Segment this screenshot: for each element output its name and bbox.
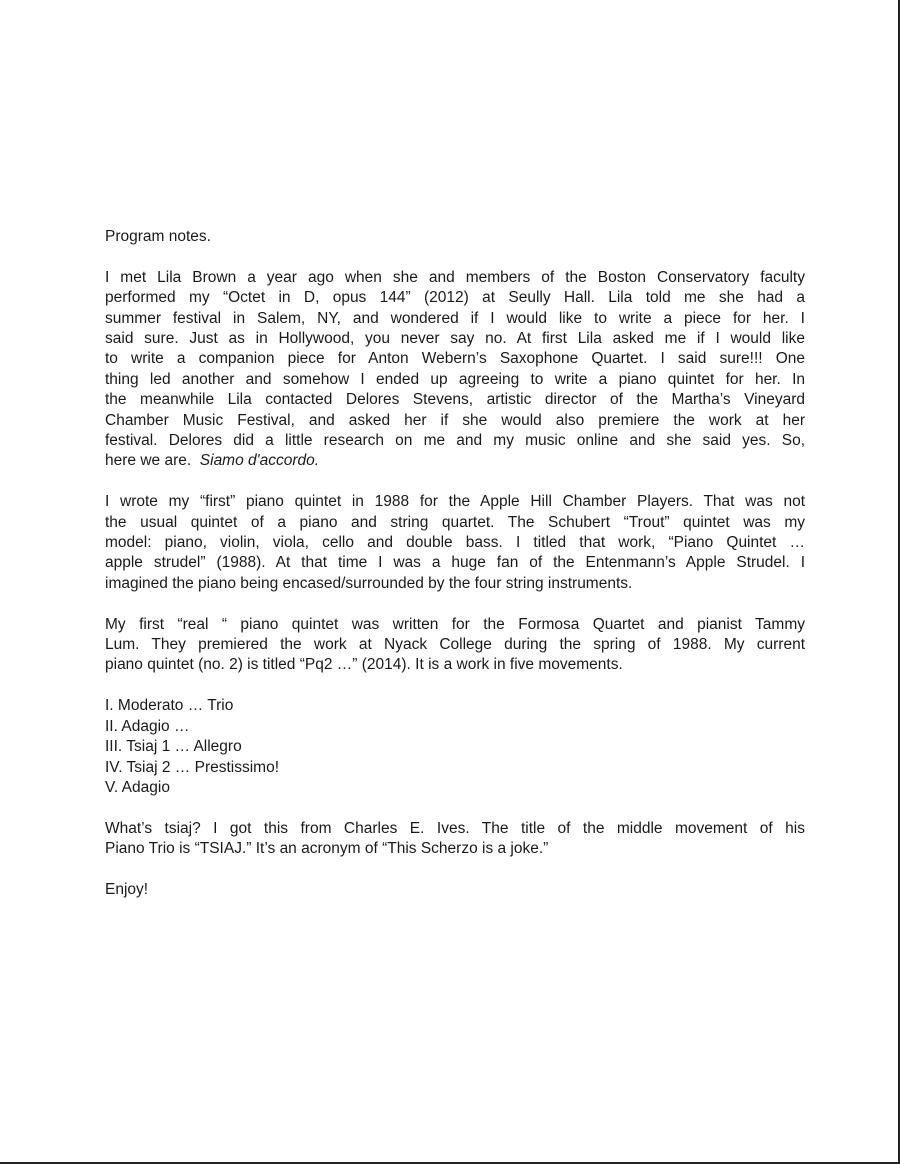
paragraph-line: Lum. They premiered the work at Nyack College during the spring of 1988. My current (105, 636, 805, 654)
paragraph-line: apple strudel” (1988). At that time I was a huge fan of the Entenmann’s Apple Strudel. I (105, 554, 805, 572)
closing-line (105, 880, 805, 900)
last-line-text: here we are. (105, 452, 200, 470)
paragraph-tsiaj (105, 819, 805, 860)
closing-text: Enjoy! (105, 880, 149, 898)
paragraph-line: What’s tsiaj? I got this from Charles E. Ives. The title of the middle movement of his (105, 819, 805, 837)
movement-item: IV. Tsiaj 2 … Prestissimo! (105, 758, 280, 776)
program-notes-heading (105, 227, 805, 247)
movements-list (105, 696, 805, 798)
paragraph-real-quintet (105, 615, 805, 676)
movement-item: I. Moderato … Trio (105, 697, 234, 715)
paragraph-line: to write a companion piece for Anton Webern’s Saxophone Quartet. I said sure!!! One (105, 350, 805, 368)
paragraph-line: festival. Delores did a little research on me and my music online and she said yes. So, (105, 432, 805, 450)
paragraph-first-quintet (105, 492, 805, 594)
paragraph-line: Piano Trio is “TSIAJ.” It’s an acronym of “This Scherzo is a joke.” (105, 840, 549, 858)
italic-phrase: Siamo d'accordo. (199, 452, 320, 470)
paragraph-last-line (105, 451, 805, 471)
paragraph-line: thing led another and somehow I ended up agreeing to write a piano quintet for her. In (105, 370, 805, 388)
paragraph-line: piano quintet (no. 2) is titled “Pq2 …” (2014). It is a work in five movements. (105, 656, 623, 674)
paragraph-line: the meanwhile Lila contacted Delores Stevens, artistic director of the Martha’s Vineyard (105, 391, 805, 409)
paragraph-line: said sure. Just as in Hollywood, you never say no. At first Lila asked me if I would like (105, 330, 805, 348)
movement-item: II. Adagio … (105, 717, 190, 735)
heading-text: Program notes. (105, 228, 211, 245)
paragraph-line: I met Lila Brown a year ago when she and members of the Boston Conservatory faculty (105, 268, 805, 286)
paragraph-line: imagined the piano being encased/surrounded by the four string instruments. (105, 574, 633, 592)
movement-item: III. Tsiaj 1 … Allegro (105, 738, 242, 756)
paragraph-line: I wrote my “first” piano quintet in 1988 for the Apple Hill Chamber Players. That was not (105, 493, 805, 511)
paragraph-line: Chamber Music Festival, and asked her if she would also premiere the work at her (105, 411, 805, 429)
paragraph-line: performed my “Octet in D, opus 144” (2012) at Seully Hall. Lila told me she had a (105, 289, 805, 307)
program-notes-body (105, 227, 805, 921)
paragraph-line: model: piano, violin, viola, cello and double bass. I titled that work, “Piano Quintet … (105, 534, 805, 552)
paragraph-line: the usual quintet of a piano and string quartet. The Schubert “Trout” quintet was my (105, 513, 805, 531)
movement-item: V. Adagio (105, 778, 170, 796)
paragraph-intro (105, 268, 805, 472)
paragraph-line: My first “real “ piano quintet was written for the Formosa Quartet and pianist Tammy (105, 615, 805, 633)
paragraph-line: summer festival in Salem, NY, and wondered if I would like to write a piece for her. I (105, 309, 805, 327)
